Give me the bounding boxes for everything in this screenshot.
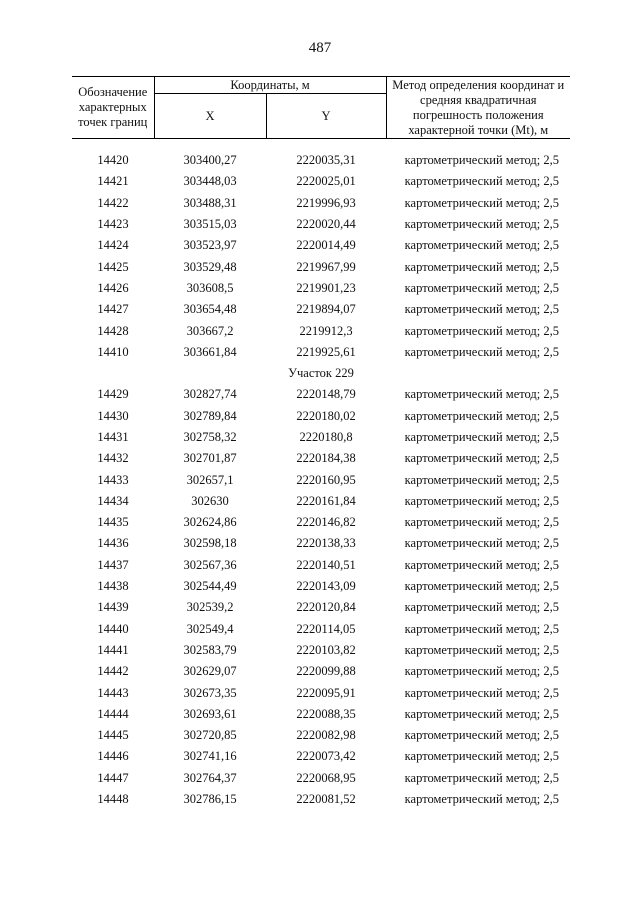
point-id: 14445 <box>97 728 129 743</box>
table-row <box>72 682 570 703</box>
coord-x: 302630 <box>191 493 229 508</box>
coord-x: 302629,07 <box>183 664 237 679</box>
table-row <box>72 555 570 576</box>
coord-y: 2220025,01 <box>296 174 356 189</box>
method: картометрический метод; 2,5 <box>404 664 560 679</box>
header-coordinates: Координаты, м <box>154 77 386 94</box>
table-row <box>72 491 570 512</box>
coord-y: 2220180,8 <box>299 430 353 444</box>
method: картометрический метод; 2,5 <box>404 302 560 317</box>
header-x: X <box>154 94 266 139</box>
point-id: 14440 <box>97 621 129 636</box>
table-row <box>72 512 570 533</box>
method: картометрический метод; 2,5 <box>404 387 560 402</box>
table-row <box>72 171 570 192</box>
coord-x: 302720,85 <box>183 728 237 743</box>
coord-y: 2220073,42 <box>296 749 356 764</box>
coord-x: 302539,2 <box>186 600 234 615</box>
method: картометрический метод; 2,5 <box>404 493 560 508</box>
coord-x: 303400,27 <box>183 153 237 168</box>
point-id: 14448 <box>97 792 129 807</box>
coord-x: 303667,2 <box>186 323 234 338</box>
method: картометрический метод; 2,5 <box>404 259 560 274</box>
table-row <box>72 320 570 341</box>
coord-x: 302673,35 <box>183 685 237 700</box>
coord-y: 2219967,99 <box>296 259 356 274</box>
table-row <box>72 725 570 746</box>
coord-x: 302741,16 <box>183 749 237 764</box>
table-row <box>72 746 570 767</box>
coord-y: 2220140,51 <box>296 557 356 572</box>
point-id: 14425 <box>97 259 129 274</box>
section-row <box>72 363 570 384</box>
method: картометрический метод; 2,5 <box>404 579 560 594</box>
table-row <box>72 469 570 490</box>
point-id: 14441 <box>97 642 129 657</box>
coord-y: 2219894,07 <box>296 302 356 317</box>
point-id: 14431 <box>97 430 129 444</box>
table-row <box>72 597 570 618</box>
method: картометрический метод; 2,5 <box>404 195 560 210</box>
method: картометрический метод; 2,5 <box>404 536 560 551</box>
point-id: 14439 <box>97 600 129 615</box>
coord-y: 2220143,09 <box>296 579 356 594</box>
point-id: 14437 <box>97 557 129 572</box>
coord-x: 302758,32 <box>183 430 237 444</box>
table-row <box>72 789 570 810</box>
method: картометрический метод; 2,5 <box>404 642 560 657</box>
method: картометрический метод; 2,5 <box>404 770 560 785</box>
point-id: 14438 <box>97 579 129 594</box>
coord-x: 302583,79 <box>183 642 237 657</box>
method: картометрический метод; 2,5 <box>404 472 560 487</box>
coord-x: 303448,03 <box>183 174 237 189</box>
point-id: 14443 <box>97 685 129 700</box>
table-row <box>72 342 570 363</box>
point-id: 14434 <box>97 493 129 508</box>
table-row <box>72 661 570 682</box>
table-row <box>72 768 570 789</box>
point-id: 14447 <box>97 770 129 785</box>
table-row <box>72 427 570 448</box>
point-id: 14427 <box>97 302 129 317</box>
header-spacer <box>72 139 570 151</box>
coord-y: 2220082,98 <box>296 728 356 743</box>
coord-x: 303654,48 <box>183 302 237 317</box>
coord-x: 302657,1 <box>186 472 234 487</box>
coord-y: 2219901,23 <box>296 280 356 295</box>
table-row <box>72 256 570 277</box>
method: картометрический метод; 2,5 <box>404 451 560 466</box>
point-id: 14423 <box>97 217 129 232</box>
method: картометрический метод; 2,5 <box>404 749 560 764</box>
method: картометрический метод; 2,5 <box>404 621 560 636</box>
coord-y: 2220103,82 <box>296 642 356 657</box>
coord-y: 2220081,52 <box>296 792 356 807</box>
coord-x: 303488,31 <box>183 195 237 210</box>
coord-y: 2220099,88 <box>296 664 356 679</box>
header-method: Метод определения координат и средняя квадратичная погрешность положения характерной точки (Mt), м <box>386 77 570 139</box>
coord-y: 2219925,61 <box>296 344 356 359</box>
coord-x: 302544,49 <box>183 579 237 594</box>
point-id: 14436 <box>97 536 129 551</box>
method: картометрический метод; 2,5 <box>404 430 560 444</box>
coord-y: 2220114,05 <box>296 621 356 636</box>
point-id: 14442 <box>97 664 129 679</box>
coord-x: 302598,18 <box>183 536 237 551</box>
coord-x: 303523,97 <box>183 238 237 253</box>
coord-y: 2220068,95 <box>296 770 356 785</box>
coord-x: 302549,4 <box>186 621 234 636</box>
coord-x: 303661,84 <box>183 344 237 359</box>
coord-x: 303608,5 <box>186 280 234 295</box>
coord-y: 2220146,82 <box>296 515 356 530</box>
coord-y: 2220120,84 <box>296 600 356 615</box>
method: картометрический метод; 2,5 <box>404 706 560 721</box>
table-row <box>72 448 570 469</box>
method: картометрический метод; 2,5 <box>404 217 560 232</box>
coord-x: 303515,03 <box>183 217 237 232</box>
point-id: 14429 <box>97 387 129 402</box>
coord-x: 302701,87 <box>183 451 237 466</box>
header-y: Y <box>266 94 386 139</box>
point-id: 14422 <box>97 195 129 210</box>
point-id: 14432 <box>97 451 129 466</box>
coord-y: 2219996,93 <box>296 195 356 210</box>
table-row <box>72 533 570 554</box>
coord-x: 303529,48 <box>183 259 237 274</box>
point-id: 14444 <box>97 706 129 721</box>
coord-y: 2220161,84 <box>296 493 356 508</box>
coord-y: 2220014,49 <box>296 238 356 253</box>
coord-y: 2220088,35 <box>296 706 356 721</box>
table-row <box>72 704 570 725</box>
table-row <box>72 640 570 661</box>
coord-y: 2220180,02 <box>296 408 356 423</box>
coord-y: 2219912,3 <box>299 323 353 338</box>
page-number: 487 <box>308 40 332 56</box>
point-id: 14420 <box>97 153 129 168</box>
point-id: 14410 <box>97 344 129 359</box>
table-row <box>72 193 570 214</box>
method: картометрический метод; 2,5 <box>404 557 560 572</box>
table-row <box>72 278 570 299</box>
table-row <box>72 406 570 427</box>
coord-y: 2220148,79 <box>296 387 356 402</box>
coord-y: 2220184,38 <box>296 451 356 466</box>
table-row <box>72 214 570 235</box>
point-id: 14446 <box>97 749 129 764</box>
coord-x: 302624,86 <box>183 515 237 530</box>
point-id: 14424 <box>97 238 129 253</box>
method: картометрический метод; 2,5 <box>404 174 560 189</box>
table-row <box>72 299 570 320</box>
table-row <box>72 384 570 405</box>
coord-x: 302693,61 <box>183 706 237 721</box>
point-id: 14435 <box>97 515 129 530</box>
table-header <box>72 77 570 139</box>
point-id: 14421 <box>97 174 129 189</box>
header-point-designation: Обозначение характерных точек границ <box>72 77 154 139</box>
table-body <box>72 139 570 811</box>
point-id: 14428 <box>97 323 129 338</box>
method: картометрический метод; 2,5 <box>404 685 560 700</box>
coord-x: 302827,74 <box>183 387 237 402</box>
point-id: 14426 <box>97 280 129 295</box>
coord-x: 302786,15 <box>183 792 237 807</box>
coord-x: 302764,37 <box>183 770 237 785</box>
coord-y: 2220035,31 <box>296 153 356 168</box>
method: картометрический метод; 2,5 <box>404 344 560 359</box>
method: картометрический метод; 2,5 <box>404 600 560 615</box>
method: картометрический метод; 2,5 <box>404 408 560 423</box>
coord-x: 302567,36 <box>183 557 237 572</box>
table-row <box>72 150 570 171</box>
table-row <box>72 576 570 597</box>
method: картометрический метод; 2,5 <box>404 792 560 807</box>
coord-y: 2220095,91 <box>296 685 356 700</box>
table-row <box>72 235 570 256</box>
point-id: 14430 <box>97 408 129 423</box>
method: картометрический метод; 2,5 <box>404 280 560 295</box>
section-title: Участок 229 <box>288 366 354 381</box>
coord-y: 2220138,33 <box>296 536 356 551</box>
method: картометрический метод; 2,5 <box>404 515 560 530</box>
method: картометрический метод; 2,5 <box>404 153 560 168</box>
coordinates-table <box>72 76 570 810</box>
point-id: 14433 <box>97 472 129 487</box>
method: картометрический метод; 2,5 <box>404 728 560 743</box>
method: картометрический метод; 2,5 <box>404 238 560 253</box>
coord-y: 2220160,95 <box>296 472 356 487</box>
method: картометрический метод; 2,5 <box>404 323 560 338</box>
coord-y: 2220020,44 <box>296 217 356 232</box>
coord-x: 302789,84 <box>183 408 237 423</box>
table-row <box>72 619 570 640</box>
